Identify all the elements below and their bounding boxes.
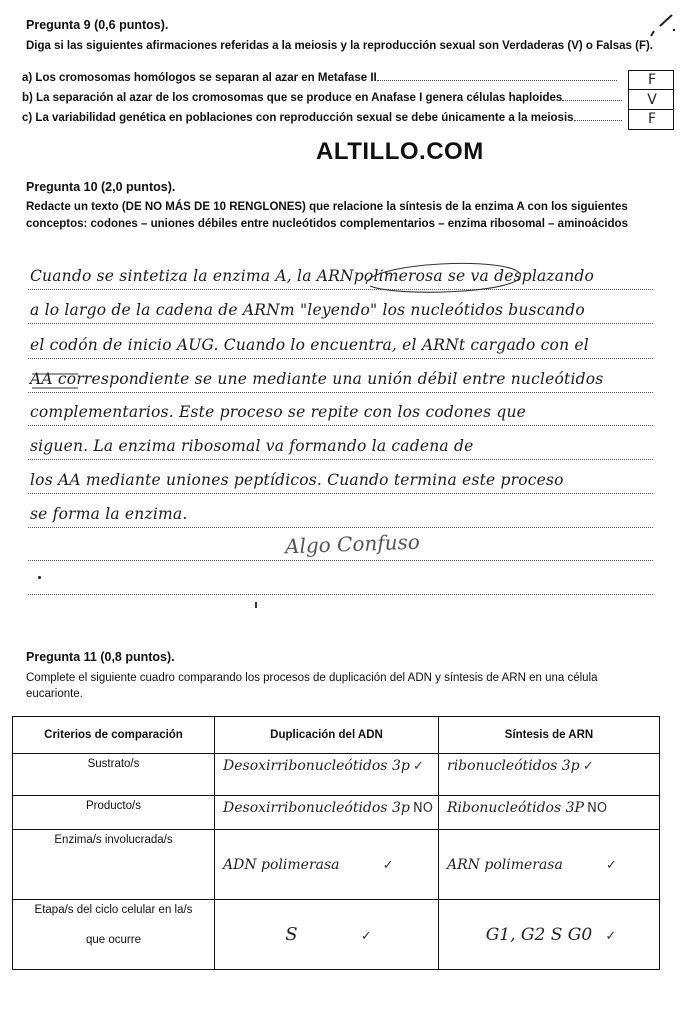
q9-answer-divider-2: [628, 109, 674, 110]
criterion-product: Producto/s: [13, 796, 215, 830]
check-mark-icon: ✓: [382, 857, 394, 873]
q9-statement-a: a) Los cromosomas homólogos se separan al azar en Metafase II: [22, 72, 622, 84]
table-row: [13, 900, 660, 970]
answer-text: S: [285, 924, 298, 945]
grader-no-mark: NO: [413, 801, 433, 816]
q10-instruction-2: conceptos: codones – uniones débiles entre nucleótidos complementarios – enzima ribosomal – aminoácidos: [26, 218, 628, 230]
answer-line-3: el codón de inicio AUG. Cuando lo encuentra, el ARNt cargado con el: [30, 336, 589, 354]
check-mark-icon: ✓: [605, 928, 617, 944]
answer-line-4: AA correspondiente se une mediante una unión débil entre nucleótidos: [30, 370, 604, 388]
answer-rule: [28, 493, 653, 494]
answer-rule: [28, 392, 653, 393]
answer-rule: [28, 358, 653, 359]
q9-statement-b: b) La separación al azar de los cromosomas que se produce en Anafase I genera células haploides: [22, 92, 622, 104]
check-mark-icon: ✓: [360, 929, 372, 944]
cell-dna-cycle[interactable]: [215, 900, 439, 970]
check-mark-icon: ✓: [582, 759, 594, 774]
answer-text: Desoxirribonucleótidos 3p: [223, 758, 410, 774]
grader-no-mark: NO: [587, 801, 608, 816]
pen-oval-mark: [360, 254, 530, 300]
grader-note: Algo Confuso: [284, 529, 421, 559]
cell-rna-cycle[interactable]: [439, 900, 660, 970]
watermark: ALTILLO.COM: [316, 138, 484, 165]
answer-rule: [28, 459, 653, 460]
cell-dna-product[interactable]: [215, 796, 439, 830]
grader-check-icon: [648, 12, 678, 38]
answer-text: ARN polimerasa: [447, 856, 563, 873]
answer-rule: [28, 527, 653, 528]
answer-text: G1, G2 S G0: [485, 924, 593, 945]
q9-answer-b[interactable]: V: [647, 92, 657, 108]
check-mark-icon: ✓: [413, 759, 424, 774]
table-header-row: [13, 717, 660, 754]
answer-text: ribonucleótidos 3p: [447, 758, 580, 774]
answer-rule: [28, 323, 653, 324]
answer-line-2: a lo largo de la cadena de ARNm "leyendo" los nucleótidos buscando: [30, 301, 585, 319]
cell-rna-substrate[interactable]: [439, 754, 660, 796]
criterion-substrate: Sustrato/s: [13, 754, 215, 796]
answer-line-5: complementarios. Este proceso se repite con los codones que: [30, 403, 527, 421]
criterion-enzyme: Enzima/s involucrada/s: [13, 830, 215, 900]
answer-text: Ribonucleótidos 3P: [447, 800, 584, 816]
answer-line-8: se forma la enzima.: [30, 505, 188, 523]
q11-instruction-1: Complete el siguiente cuadro comparando los procesos de duplicación del ADN y síntesis de ARN en una célula: [26, 672, 598, 684]
q9-instruction: Diga si las siguientes afirmaciones referidas a la meiosis y la reproducción sexual son Verdaderas (V) o Falsas (F).: [26, 40, 653, 52]
header-dna-duplication: Duplicación del ADN: [215, 717, 439, 754]
q9-answer-divider-1: [628, 89, 674, 90]
stray-dot: [38, 576, 41, 579]
cell-dna-substrate[interactable]: [215, 754, 439, 796]
q11-title: Pregunta 11 (0,8 puntos).: [26, 650, 175, 664]
table-row: [13, 754, 660, 796]
pen-strike-mark: [30, 370, 440, 392]
table-row: [13, 830, 660, 900]
answer-rule: [28, 289, 653, 290]
comparison-table: [12, 716, 660, 970]
answer-rule: [28, 425, 653, 426]
cell-rna-product[interactable]: [439, 796, 660, 830]
q9-title: Pregunta 9 (0,6 puntos).: [26, 18, 169, 32]
answer-rule: [28, 594, 653, 595]
header-rna-synthesis: Síntesis de ARN: [439, 717, 660, 754]
answer-rule: [28, 560, 653, 561]
answer-text: Desoxirribonucleótidos 3p: [223, 800, 410, 816]
q11-instruction-2: eucarionte.: [26, 688, 83, 700]
header-criteria: Criterios de comparación: [13, 717, 215, 754]
table-row: [13, 796, 660, 830]
q10-instruction-1: Redacte un texto (DE NO MÁS DE 10 RENGLONES) que relacione la síntesis de la enzima A con los siguientes: [26, 201, 628, 213]
answer-line-1: Cuando se sintetiza la enzima A, la ARNpolimerosa se va desplazando: [30, 267, 595, 285]
q9-answer-a[interactable]: F: [647, 72, 657, 88]
answer-line-6: siguen. La enzima ribosomal va formando la cadena de: [30, 437, 474, 455]
answer-line-7: los AA mediante uniones peptídicos. Cuando termina este proceso: [30, 471, 564, 489]
stray-dot: [255, 602, 257, 608]
check-mark-icon: ✓: [606, 857, 617, 873]
q9-answer-c[interactable]: F: [647, 111, 657, 127]
q9-statement-c: c) La variabilidad genética en poblaciones con reproducción sexual se debe únicamente a la meiosis: [22, 112, 622, 124]
answer-text: ADN polimerasa: [223, 856, 340, 873]
q10-title: Pregunta 10 (2,0 puntos).: [26, 180, 176, 194]
cell-rna-enzyme[interactable]: [439, 830, 660, 900]
cell-dna-enzyme[interactable]: [215, 830, 439, 900]
criterion-cell-cycle: Etapa/s del ciclo celular en la/s que ocurre: [13, 900, 215, 970]
